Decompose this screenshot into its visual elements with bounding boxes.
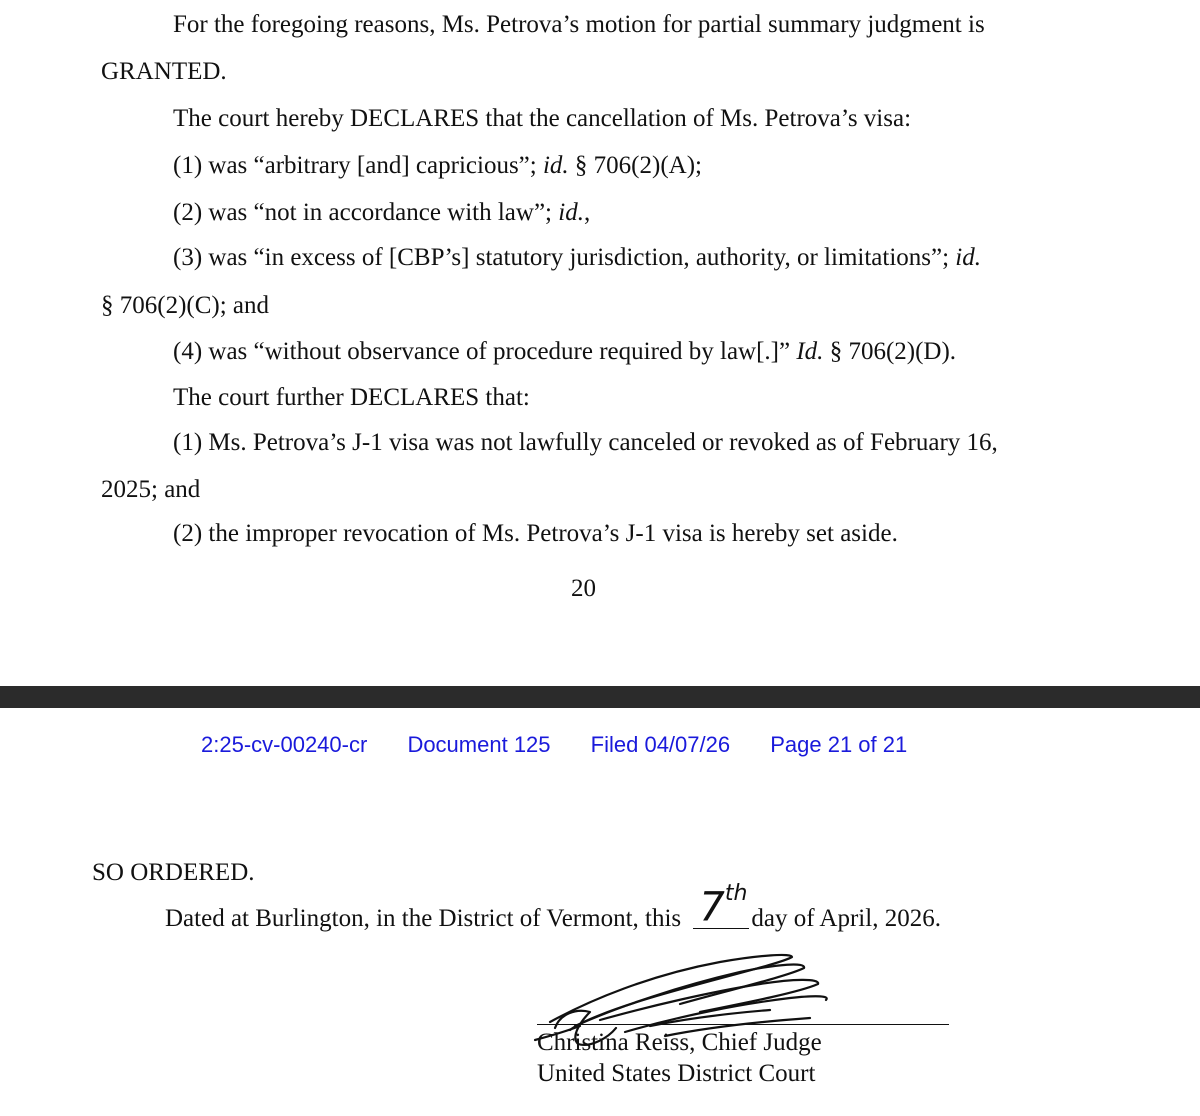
declaration-item-3-cont: § 706(2)(C); and — [101, 292, 270, 319]
further-item-1: (1) Ms. Petrova’s J-1 visa was not lawfully canceled or revoked as of February 16, — [173, 429, 998, 456]
paragraph-line: For the foregoing reasons, Ms. Petrova’s motion for partial summary judgment is — [173, 11, 985, 38]
so-ordered: SO ORDERED. — [92, 859, 255, 886]
further-declaration-intro: The court further DECLARES that: — [173, 384, 530, 411]
declaration-item-1: (1) was “arbitrary [and] capricious”; id. § 706(2)(A); — [173, 152, 702, 179]
declaration-item-3: (3) was “in excess of [CBP’s] statutory jurisdiction, authority, or limitations”; id. — [173, 244, 981, 271]
signer-court: United States District Court — [537, 1060, 816, 1087]
signer-name: Christina Reiss, Chief Judge — [537, 1029, 822, 1056]
case-number: 2:25-cv-00240-cr — [201, 732, 368, 757]
document-number: Document 125 — [407, 732, 551, 757]
day-blank — [693, 881, 749, 931]
page-count: Page 21 of 21 — [770, 732, 908, 757]
ecf-filing-header — [201, 730, 907, 760]
further-item-2: (2) the improper revocation of Ms. Petrova’s J-1 visa is hereby set aside. — [173, 520, 898, 547]
declaration-item-2: (2) was “not in accordance with law”; id., — [173, 199, 591, 226]
declaration-intro: The court hereby DECLARES that the cancellation of Ms. Petrova’s visa: — [173, 105, 912, 132]
paragraph-line: GRANTED. — [101, 58, 227, 85]
further-item-1-cont: 2025; and — [101, 476, 201, 503]
page-number: 20 — [571, 575, 596, 602]
filed-date: Filed 04/07/26 — [590, 732, 731, 757]
page-divider — [0, 686, 1200, 708]
signature-line — [537, 1024, 949, 1025]
handwritten-day: 7th — [699, 881, 748, 931]
declaration-item-4: (4) was “without observance of procedure required by law[.]” Id. § 706(2)(D). — [173, 338, 957, 365]
dated-line: Dated at Burlington, in the District of Vermont, this 7th day of April, 2026. — [165, 881, 941, 932]
